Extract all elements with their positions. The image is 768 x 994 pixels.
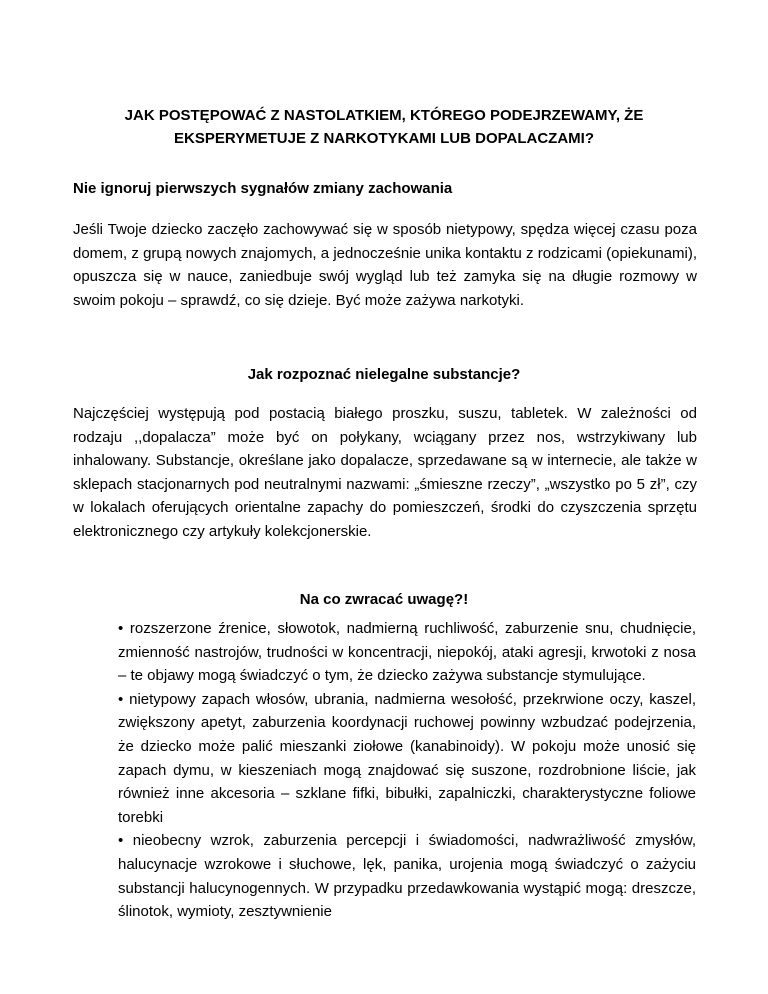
section3-heading: Na co zwracać uwagę?! — [299, 591, 469, 608]
bullet-item-hallucinogens: • nieobecny wzrok, zaburzenia percepcji i świadomości, nadwrażliwość zmysłów, halucynacje wzrokowe i słuchowe, lęk, panika, urojenia mogą świadczyć o zażyciu substancji halucynogennych. W przypadku przedawkowania wystąpić mogą: dreszcze, ślinotok, wymioty, zesztywnienie — [118, 832, 696, 921]
bullet-item-cannabinoids: • nietypowy zapach włosów, ubrania, nadmierna wesołość, przekrwione oczy, kaszel, zwiększony apetyt, zaburzenia koordynacji ruchowej powinny wzbudzać podejrzenia, że dziecko może palić mieszanki ziołowe (kanabinoidy). W pokoju może unosić się zapach dymu, w kieszeniach mogą znajdować się suszone, rozdrobnione liście, jak również inne akcesoria – szklane fifki, bibułki, zapalniczki, charakterystyczne foliowe torebki — [118, 690, 696, 826]
section3-bullet-list — [118, 617, 696, 924]
section2-heading: Jak rozpoznać nielegalne substancje? — [247, 366, 521, 383]
bullet-item-stimulants: • rozszerzone źrenice, słowotok, nadmierną ruchliwość, zaburzenie snu, chudnięcie, zmienność nastrojów, trudności w koncentracji, niepokój, ataki agresji, krwotoki z nosa – te objawy mogą świadczyć o tym, że dziecko zażywa substancje stymulujące. — [118, 620, 696, 685]
document-title: JAK POSTĘPOWAĆ Z NASTOLATKIEM, KTÓREGO PODEJRZEWAMY, ŻE EKSPERYMETUJE Z NARKOTYKAMI LUB DOPALACZAMI? — [124, 107, 644, 147]
section2-paragraph: Najczęściej występują pod postacią białego proszku, suszu, tabletek. W zależności od rodzaju ,,dopalacza” może być on połykany, wciągany przez nos, wstrzykiwany lub inhalowany. Substancje, określane jako dopalacze, sprzedawane są w internecie, ale także w sklepach stacjonarnych pod neutralnymi nazwami: „śmieszne rzeczy”, „wszystko po 5 zł”, czy w lokalach oferujących orientalne zapachy do pomieszczeń, środki do czyszczenia sprzętu elektronicznego czy artykuły kolekcjonerskie. — [73, 405, 697, 540]
section1-heading: Nie ignoruj pierwszych sygnałów zmiany zachowania — [73, 180, 453, 197]
section1-paragraph: Jeśli Twoje dziecko zaczęło zachowywać się w sposób nietypowy, spędza więcej czasu poza domem, z grupą nowych znajomych, a jednocześnie unika kontaktu z rodzicami (opiekunami), opuszcza się w nauce, zaniedbuje swój wygląd lub też zamyka się na długie rozmowy w swoim pokoju – sprawdź, co się dzieje. Być może zażywa narkotyki. — [73, 221, 697, 309]
